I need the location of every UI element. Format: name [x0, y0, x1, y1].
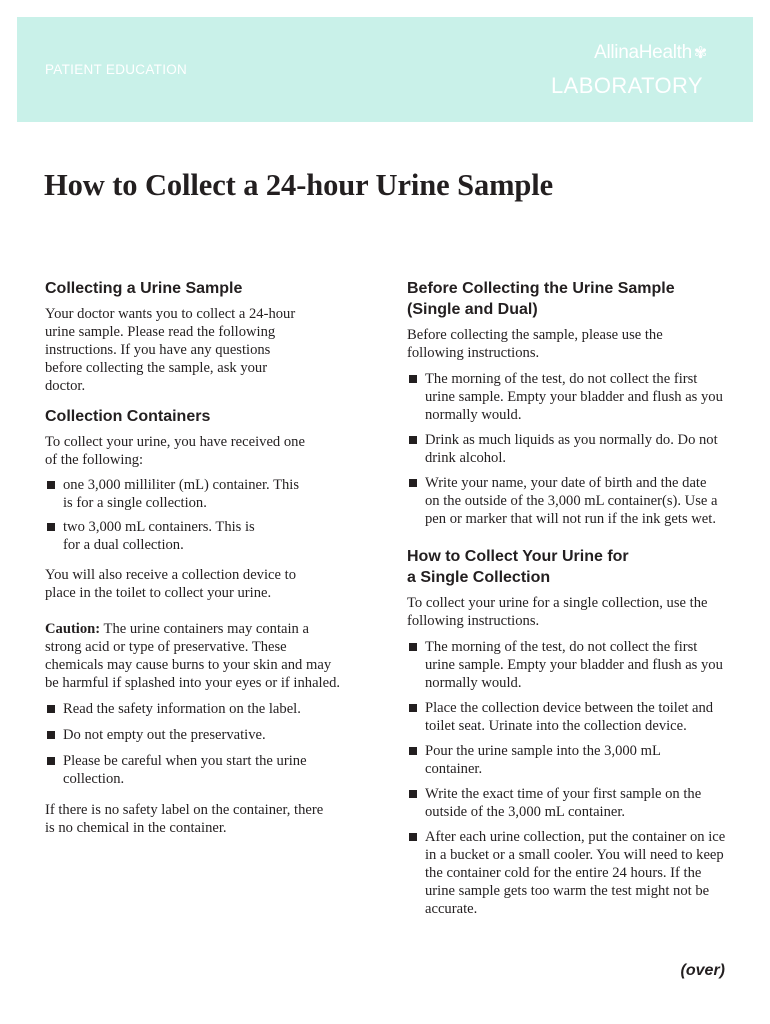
list-item: Read the safety information on the label.: [45, 700, 335, 718]
left-column: [45, 278, 345, 837]
before-list: [407, 370, 723, 528]
containers-heading: Collection Containers: [45, 408, 211, 425]
bullet-icon: [409, 704, 417, 712]
bullet-icon: [47, 481, 55, 489]
bullet-icon: [409, 790, 417, 798]
before-intro: Before collecting the sample, please use the following instructions.: [407, 327, 663, 361]
list-item: Do not empty out the preservative.: [45, 726, 335, 744]
containers-list: [45, 476, 307, 554]
bullet-icon: [47, 731, 55, 739]
list-item: one 3,000 milliliter (mL) container. This is for a single collection.: [45, 476, 307, 512]
single-list: [407, 638, 727, 918]
list-item: Pour the urine sample into the 3,000 mL container.: [407, 742, 710, 778]
section-label: PATIENT EDUCATION: [45, 62, 188, 77]
list-item: Drink as much liquids as you normally do. Do not drink alcohol.: [407, 431, 723, 467]
over-label: (over): [680, 962, 725, 979]
bullet-icon: [409, 436, 417, 444]
bullet-icon: [47, 757, 55, 765]
bullet-icon: [47, 705, 55, 713]
department-label: LABORATORY: [551, 73, 703, 98]
right-column: [407, 278, 732, 918]
bullet-icon: [47, 523, 55, 531]
flower-icon: ✾: [693, 45, 707, 62]
brand-logo: [594, 42, 707, 64]
header-banner: [17, 17, 753, 122]
single-heading: How to Collect Your Urine for a Single Collection: [407, 548, 629, 586]
bullet-icon: [409, 833, 417, 841]
list-item: After each urine collection, put the container on ice in a bucket or a small cooler. You will need to keep the container cold for the entire 24 hours. If the urine sample gets too warm the test might not be accurate.: [407, 828, 727, 918]
list-item: Please be careful when you start the urine collection.: [45, 752, 313, 788]
list-item: The morning of the test, do not collect the first urine sample. Empty your bladder and flush as you normally would.: [407, 638, 727, 692]
list-item: Write your name, your date of birth and the date on the outside of the 3,000 mL container(s). Use a pen or marker that will not run if the ink gets wet.: [407, 474, 723, 528]
bullet-icon: [409, 643, 417, 651]
bullet-icon: [409, 375, 417, 383]
list-item: Place the collection device between the toilet and toilet seat. Urinate into the collection device.: [407, 699, 727, 735]
bullet-icon: [409, 479, 417, 487]
brand-name: AllinaHealth: [594, 42, 692, 63]
bullet-icon: [409, 747, 417, 755]
device-text: You will also receive a collection device to place in the toilet to collect your urine.: [45, 567, 296, 601]
page-title: How to Collect a 24-hour Urine Sample: [44, 168, 554, 202]
before-heading: Before Collecting the Urine Sample (Single and Dual): [407, 280, 675, 318]
collecting-text: Your doctor wants you to collect a 24-hour urine sample. Please read the following instructions. If you have any questions before collecting the sample, ask your doctor.: [45, 306, 296, 394]
caution-text: Caution: The urine containers may contain a strong acid or type of preservative. These chemicals may cause burns to your skin and may be harmful if splashed into your eyes or if inhaled.: [45, 621, 341, 691]
collecting-heading: Collecting a Urine Sample: [45, 280, 243, 297]
caution-label: Caution:: [45, 621, 101, 637]
no-label-text: If there is no safety label on the container, there is no chemical in the container.: [45, 802, 324, 836]
caution-list: [45, 700, 335, 788]
containers-intro: To collect your urine, you have received one of the following:: [45, 434, 305, 468]
list-item: The morning of the test, do not collect the first urine sample. Empty your bladder and flush as you normally would.: [407, 370, 723, 424]
list-item: two 3,000 mL containers. This is for a dual collection.: [45, 518, 263, 554]
single-intro: To collect your urine for a single collection, use the following instructions.: [407, 595, 708, 629]
list-item: Write the exact time of your first sample on the outside of the 3,000 mL container.: [407, 785, 725, 821]
